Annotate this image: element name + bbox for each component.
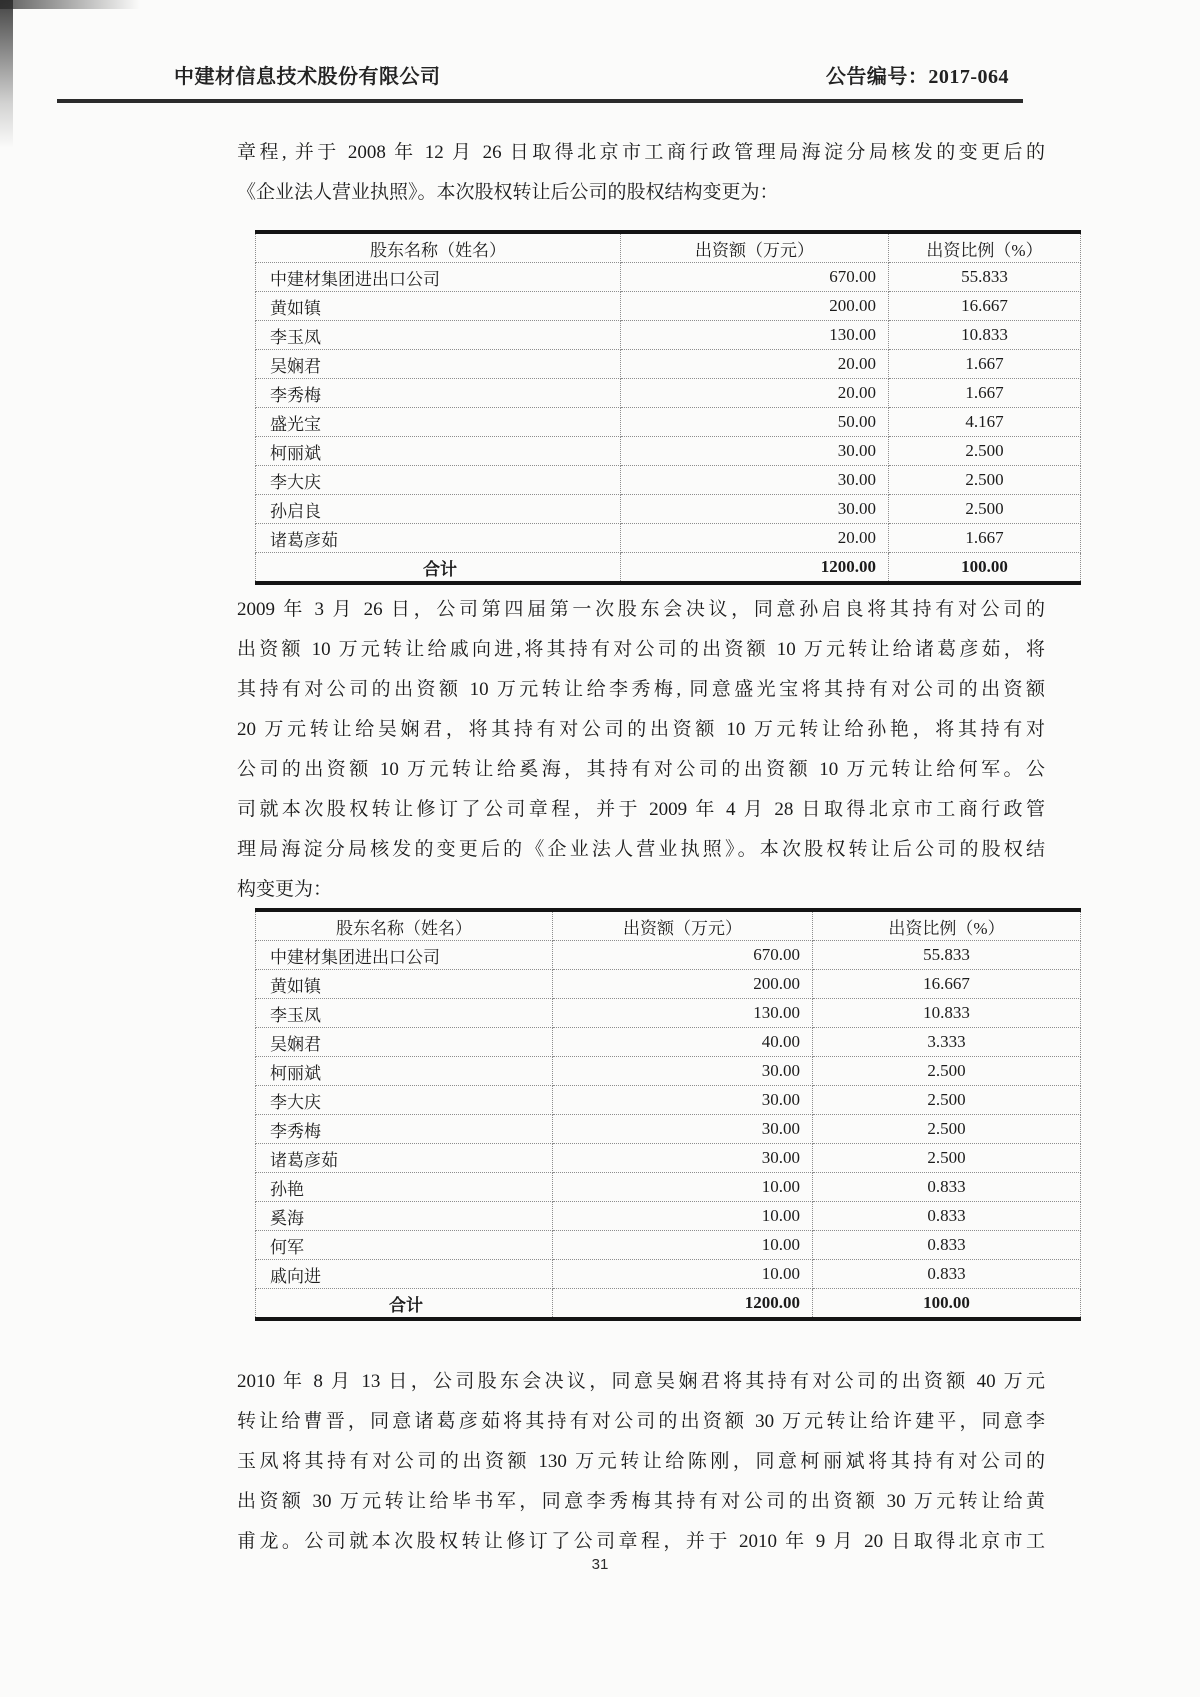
table-row — [256, 292, 1081, 321]
capital-amount: 50.00 — [621, 408, 889, 437]
shareholder-table-2008 — [255, 230, 1081, 585]
capital-amount: 10.00 — [553, 1231, 813, 1260]
capital-amount: 20.00 — [621, 350, 889, 379]
capital-ratio: 16.667 — [813, 970, 1081, 999]
table-row — [256, 970, 1081, 999]
paragraph-line: 理局海淀分局核发的变更后的《企业法人营业执照》。本次股权转让后公司的股权结 — [237, 839, 1045, 860]
shareholder-name: 何军 — [256, 1231, 553, 1260]
shareholder-name: 柯丽斌 — [256, 437, 621, 466]
table-row — [256, 999, 1081, 1028]
capital-ratio: 16.667 — [889, 292, 1081, 321]
total-ratio: 100.00 — [889, 553, 1081, 584]
capital-amount: 130.00 — [553, 999, 813, 1028]
paragraph-line: 出资额 10 万元转让给戚向进,将其持有对公司的出资额 10 万元转让给诸葛彦茹，将 — [237, 639, 1045, 660]
shareholder-name: 李玉凤 — [256, 321, 621, 350]
paragraph-line: 司就本次股权转让修订了公司章程，并于 2009 年 4 月 28 日取得北京市工商行政管 — [237, 799, 1045, 820]
company-name: 中建材信息技术股份有限公司 — [174, 66, 441, 88]
capital-ratio: 2.500 — [813, 1086, 1081, 1115]
table-row — [256, 1028, 1081, 1057]
capital-ratio: 0.833 — [813, 1202, 1081, 1231]
table-row — [256, 1057, 1081, 1086]
capital-ratio: 2.500 — [813, 1115, 1081, 1144]
shareholder-name: 吴娴君 — [256, 1028, 553, 1057]
table-row — [256, 1231, 1081, 1260]
shareholder-name: 中建材集团进出口公司 — [256, 941, 553, 970]
page-number: 31 — [591, 1556, 609, 1573]
shareholder-name: 黄如镇 — [256, 970, 553, 999]
shareholder-table-2009 — [255, 908, 1081, 1321]
table-row — [256, 379, 1081, 408]
scan-artifact-left — [0, 0, 13, 148]
paragraph-line: 2010 年 8 月 13 日，公司股东会决议，同意吴娴君将其持有对公司的出资额 40 万元 — [237, 1371, 1045, 1392]
total-row — [256, 1289, 1081, 1320]
total-amount: 1200.00 — [553, 1289, 813, 1320]
notice-label: 公告编号： — [825, 66, 929, 88]
total-label: 合计 — [256, 1289, 553, 1320]
capital-amount: 200.00 — [621, 292, 889, 321]
table-row — [256, 524, 1081, 553]
capital-amount: 200.00 — [553, 970, 813, 999]
page-header — [174, 60, 1009, 89]
shareholder-name: 中建材集团进出口公司 — [256, 263, 621, 292]
total-ratio: 100.00 — [813, 1289, 1081, 1320]
table-row — [256, 466, 1081, 495]
shareholder-name: 孙艳 — [256, 1173, 553, 1202]
paragraph-line: 出资额 30 万元转让给毕书军，同意李秀梅其持有对公司的出资额 30 万元转让给黄 — [237, 1491, 1045, 1512]
header-rule — [57, 99, 1023, 103]
table-row — [256, 1173, 1081, 1202]
table-row — [256, 1144, 1081, 1173]
column-header: 出资额（万元） — [621, 232, 889, 263]
capital-ratio: 1.667 — [889, 379, 1081, 408]
shareholder-name: 戚向进 — [256, 1260, 553, 1289]
column-header: 出资额（万元） — [553, 910, 813, 941]
table-row — [256, 1202, 1081, 1231]
capital-amount: 30.00 — [553, 1086, 813, 1115]
table-row — [256, 1115, 1081, 1144]
column-header: 股东名称（姓名） — [256, 910, 553, 941]
capital-amount: 20.00 — [621, 524, 889, 553]
paragraph-line: 章程, 并于 2008 年 12 月 26 日取得北京市工商行政管理局海淀分局核发的变更后的 — [237, 142, 1045, 163]
table-row — [256, 350, 1081, 379]
total-label: 合计 — [256, 553, 621, 584]
capital-amount: 670.00 — [621, 263, 889, 292]
capital-amount: 30.00 — [621, 466, 889, 495]
column-header: 出资比例（%） — [889, 232, 1081, 263]
paragraph-line: 公司的出资额 10 万元转让给奚海，其持有对公司的出资额 10 万元转让给何军。公 — [237, 759, 1045, 780]
table-row — [256, 263, 1081, 292]
shareholder-name: 黄如镇 — [256, 292, 621, 321]
capital-amount: 30.00 — [553, 1144, 813, 1173]
capital-ratio: 1.667 — [889, 350, 1081, 379]
capital-ratio: 2.500 — [889, 437, 1081, 466]
table-row — [256, 408, 1081, 437]
capital-ratio: 1.667 — [889, 524, 1081, 553]
table-header-row — [256, 910, 1081, 941]
shareholder-name: 李秀梅 — [256, 1115, 553, 1144]
paragraph-line: 转让给曹晋，同意诸葛彦茹将其持有对公司的出资额 30 万元转让给许建平，同意李 — [237, 1411, 1045, 1432]
table-row — [256, 495, 1081, 524]
shareholder-name: 柯丽斌 — [256, 1057, 553, 1086]
table-row — [256, 1260, 1081, 1289]
capital-ratio: 10.833 — [889, 321, 1081, 350]
capital-amount: 40.00 — [553, 1028, 813, 1057]
scan-artifact-top — [0, 0, 140, 9]
capital-ratio: 2.500 — [813, 1144, 1081, 1173]
total-row — [256, 553, 1081, 584]
shareholder-name: 李大庆 — [256, 1086, 553, 1115]
notice-value: 2017-064 — [928, 66, 1009, 88]
shareholder-name: 盛光宝 — [256, 408, 621, 437]
table-header-row — [256, 232, 1081, 263]
capital-amount: 10.00 — [553, 1202, 813, 1231]
capital-amount: 10.00 — [553, 1173, 813, 1202]
capital-ratio: 0.833 — [813, 1173, 1081, 1202]
shareholder-name: 诸葛彦茹 — [256, 524, 621, 553]
paragraph-line: 《企业法人营业执照》。本次股权转让后公司的股权结构变更为： — [237, 182, 779, 203]
paragraph-line: 构变更为： — [237, 879, 333, 900]
capital-amount: 30.00 — [553, 1115, 813, 1144]
capital-ratio: 4.167 — [889, 408, 1081, 437]
capital-amount: 10.00 — [553, 1260, 813, 1289]
shareholder-name: 李大庆 — [256, 466, 621, 495]
capital-amount: 670.00 — [553, 941, 813, 970]
capital-amount: 30.00 — [621, 437, 889, 466]
capital-amount: 130.00 — [621, 321, 889, 350]
capital-ratio: 10.833 — [813, 999, 1081, 1028]
capital-ratio: 2.500 — [889, 495, 1081, 524]
shareholder-name: 李秀梅 — [256, 379, 621, 408]
column-header: 股东名称（姓名） — [256, 232, 621, 263]
paragraph-1 — [237, 133, 1045, 213]
capital-ratio: 2.500 — [813, 1057, 1081, 1086]
capital-ratio: 2.500 — [889, 466, 1081, 495]
capital-ratio: 3.333 — [813, 1028, 1081, 1057]
capital-amount: 30.00 — [621, 495, 889, 524]
capital-amount: 30.00 — [553, 1057, 813, 1086]
notice-number — [826, 60, 1009, 89]
column-header: 出资比例（%） — [813, 910, 1081, 941]
capital-ratio: 55.833 — [889, 263, 1081, 292]
paragraph-line: 甫龙。公司就本次股权转让修订了公司章程，并于 2010 年 9 月 20 日取得北京市工 — [237, 1531, 1045, 1552]
capital-ratio: 55.833 — [813, 941, 1081, 970]
paragraph-2 — [237, 590, 1045, 910]
shareholder-name: 诸葛彦茹 — [256, 1144, 553, 1173]
table-row — [256, 1086, 1081, 1115]
shareholder-name: 孙启良 — [256, 495, 621, 524]
shareholder-name: 吴娴君 — [256, 350, 621, 379]
shareholder-name: 奚海 — [256, 1202, 553, 1231]
shareholder-name: 李玉凤 — [256, 999, 553, 1028]
total-amount: 1200.00 — [621, 553, 889, 584]
paragraph-line: 2009 年 3 月 26 日，公司第四届第一次股东会决议，同意孙启良将其持有对公司的 — [237, 599, 1045, 620]
capital-ratio: 0.833 — [813, 1231, 1081, 1260]
paragraph-line: 20 万元转让给吴娴君，将其持有对公司的出资额 10 万元转让给孙艳，将其持有对 — [237, 719, 1045, 740]
paragraph-line: 玉凤将其持有对公司的出资额 130 万元转让给陈刚，同意柯丽斌将其持有对公司的 — [237, 1451, 1045, 1472]
capital-ratio: 0.833 — [813, 1260, 1081, 1289]
paragraph-3 — [237, 1362, 1045, 1562]
table-row — [256, 437, 1081, 466]
capital-amount: 20.00 — [621, 379, 889, 408]
table-row — [256, 321, 1081, 350]
table-row — [256, 941, 1081, 970]
paragraph-line: 其持有对公司的出资额 10 万元转让给李秀梅, 同意盛光宝将其持有对公司的出资额 — [237, 679, 1045, 700]
